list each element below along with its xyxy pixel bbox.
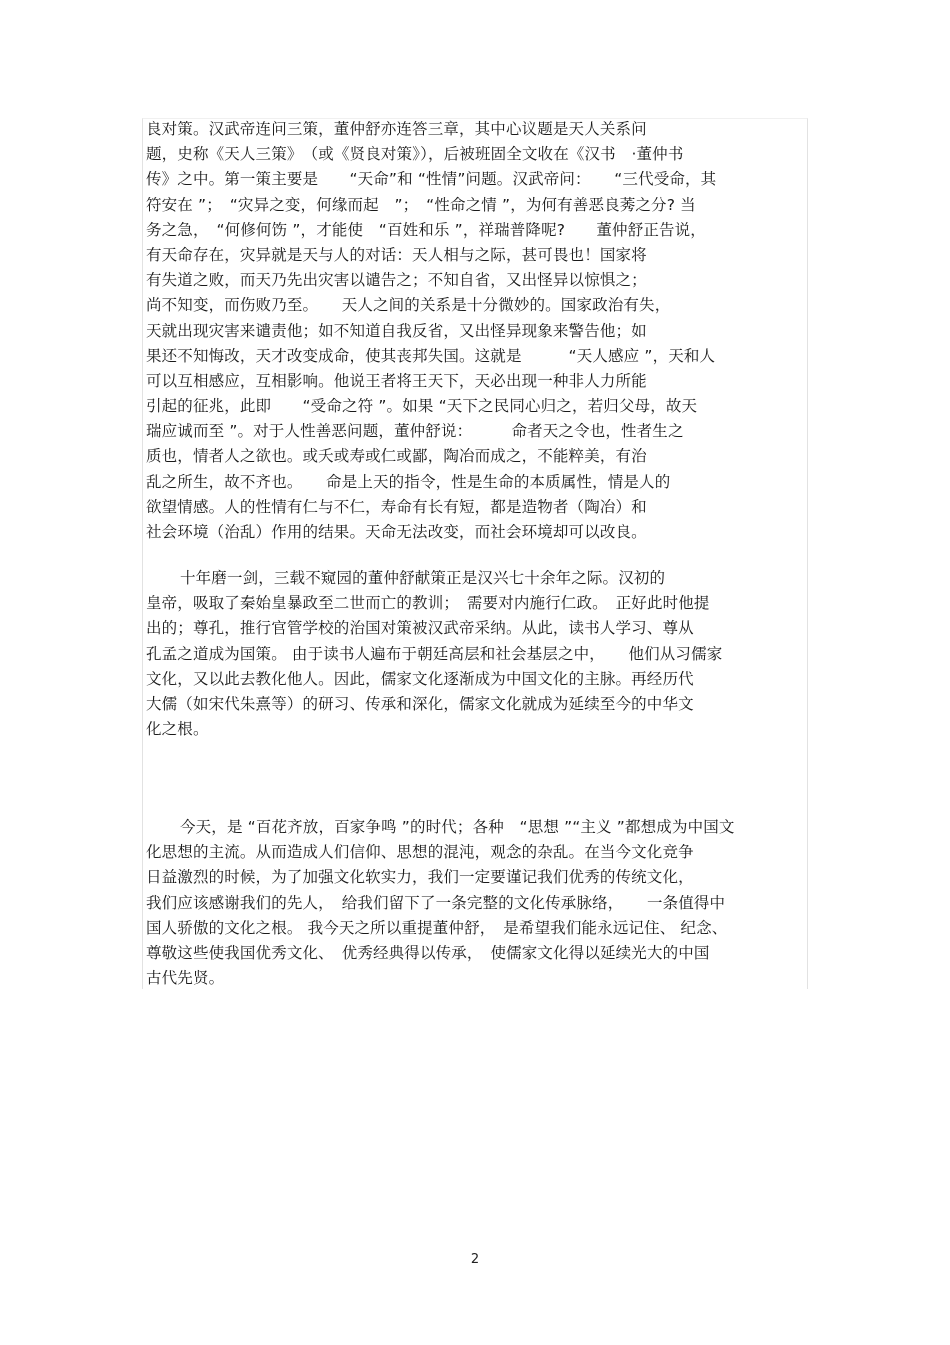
text-line: 果还不知悔改，天才改变成命，使其丧邦失国。这就是 “天人感应 ”，天和人: [146, 346, 716, 365]
paragraph-confucian-root: [146, 566, 806, 742]
text-line: 文化，又以此去教化他人。因此，儒家文化逐渐成为中国文化的主脉。再经历代: [146, 669, 694, 688]
text-line: 日益激烈的时候，为了加强文化软实力，我们一定要谨记我们优秀的传统文化，: [146, 868, 694, 887]
text-line: 十年磨一剑，三载不窥园的董仲舒献策正是汉兴七十余年之际。汉初的: [180, 569, 666, 587]
text-line: 有失道之败，而天乃先出灾害以谴告之；不知自省，又出怪异以惊惧之；: [146, 271, 647, 290]
text-line: 瑞应诚而至 ”。对于人性善恶问题，董仲舒说： 命者天之令也，性者生之: [146, 422, 684, 441]
text-line: 欲望情感。人的性情有仁与不仁，寿命有长有短，都是造物者（陶冶）和: [146, 497, 647, 516]
text-line: 良对策。汉武帝连问三策，董仲舒亦连答三章，其中心议题是天人关系问: [146, 120, 647, 138]
text-line: 有天命存在，灾异就是天与人的对话：天人相与之际，甚可畏也！国家将: [146, 245, 647, 264]
paragraph-today: [146, 815, 806, 991]
text-line: 大儒（如宋代朱熹等）的研习、传承和深化，儒家文化就成为延续至今的中华文: [146, 694, 694, 713]
text-line: 尚不知变，而伤败乃至。 天人之间的关系是十分微妙的。国家政治有失，: [146, 296, 671, 315]
page-number: 2: [470, 1252, 480, 1267]
text-line: 国人骄傲的文化之根。 我今天之所以重提董仲舒， 是希望我们能永远记住、 纪念、: [146, 918, 728, 937]
text-line: 质也，情者人之欲也。或夭或寿或仁或鄙，陶冶而成之，不能粹美，有治: [146, 447, 647, 466]
text-line: 孔孟之道成为国策。 由于读书人遍布于朝廷高层和社会基层之中， 他们从习儒家: [146, 644, 723, 663]
text-line: 尊敬这些使我国优秀文化、 优秀经典得以传承， 使儒家文化得以延续光大的中国: [146, 943, 710, 962]
text-line: 可以互相感应，互相影响。他说王者将王天下，天必出现一种非人力所能: [146, 371, 647, 390]
text-line: 古代先贤。: [146, 969, 225, 988]
text-line: 引起的征兆，此即 “受命之符 ”。如果 “天下之民同心归之，若归父母，故天: [146, 397, 698, 416]
text-line: 化思想的主流。从而造成人们信仰、思想的混沌，观念的杂乱。在当今文化竞争: [146, 843, 694, 862]
text-line: 今天，是 “百花齐放，百家争鸣 ”的时代；各种 “思想 ”“主义 ”都想成为中国文: [180, 818, 735, 836]
text-line: 化之根。: [146, 720, 209, 739]
text-line: 皇帝，吸取了秦始皇暴政至二世而亡的教训； 需要对内施行仁政。 正好此时他提: [146, 594, 710, 613]
text-line: 乱之所生，故不齐也。 命是上天的指令，性是生命的本质属性，情是人的: [146, 472, 671, 491]
text-line: 务之急， “何修何饬 ”，才能使 “百姓和乐 ”，祥瑞普降呢? 董仲舒正告说，: [146, 220, 706, 239]
text-line: 题，史称《天人三策》 （或《贤良对策》），后被班固全文收在《汉书 ·董仲书: [146, 145, 684, 164]
text-line: 天就出现灾害来谴责他；如不知道自我反省，又出怪异现象来警告他；如: [146, 321, 647, 340]
text-line: 传》之中。第一策主要是 “天命”和 “性情”问题。汉武帝问： “三代受命，其: [146, 170, 717, 189]
text-line: 出的；尊孔，推行官管学校的治国对策被汉武帝采纳。从此，读书人学习、尊从: [146, 619, 694, 638]
text-line: 社会环境（治乱）作用的结果。天命无法改变，而社会环境却可以改良。: [146, 523, 647, 541]
paragraph-tianren-sance: [146, 117, 806, 545]
text-line: 符安在 ”； “灾异之变，何缘而起 ”； “性命之情 ”，为何有善恶良莠之分? 当: [146, 195, 696, 214]
text-line: 我们应该感谢我们的先人， 给我们留下了一条完整的文化传承脉络， 一条值得中: [146, 893, 726, 912]
